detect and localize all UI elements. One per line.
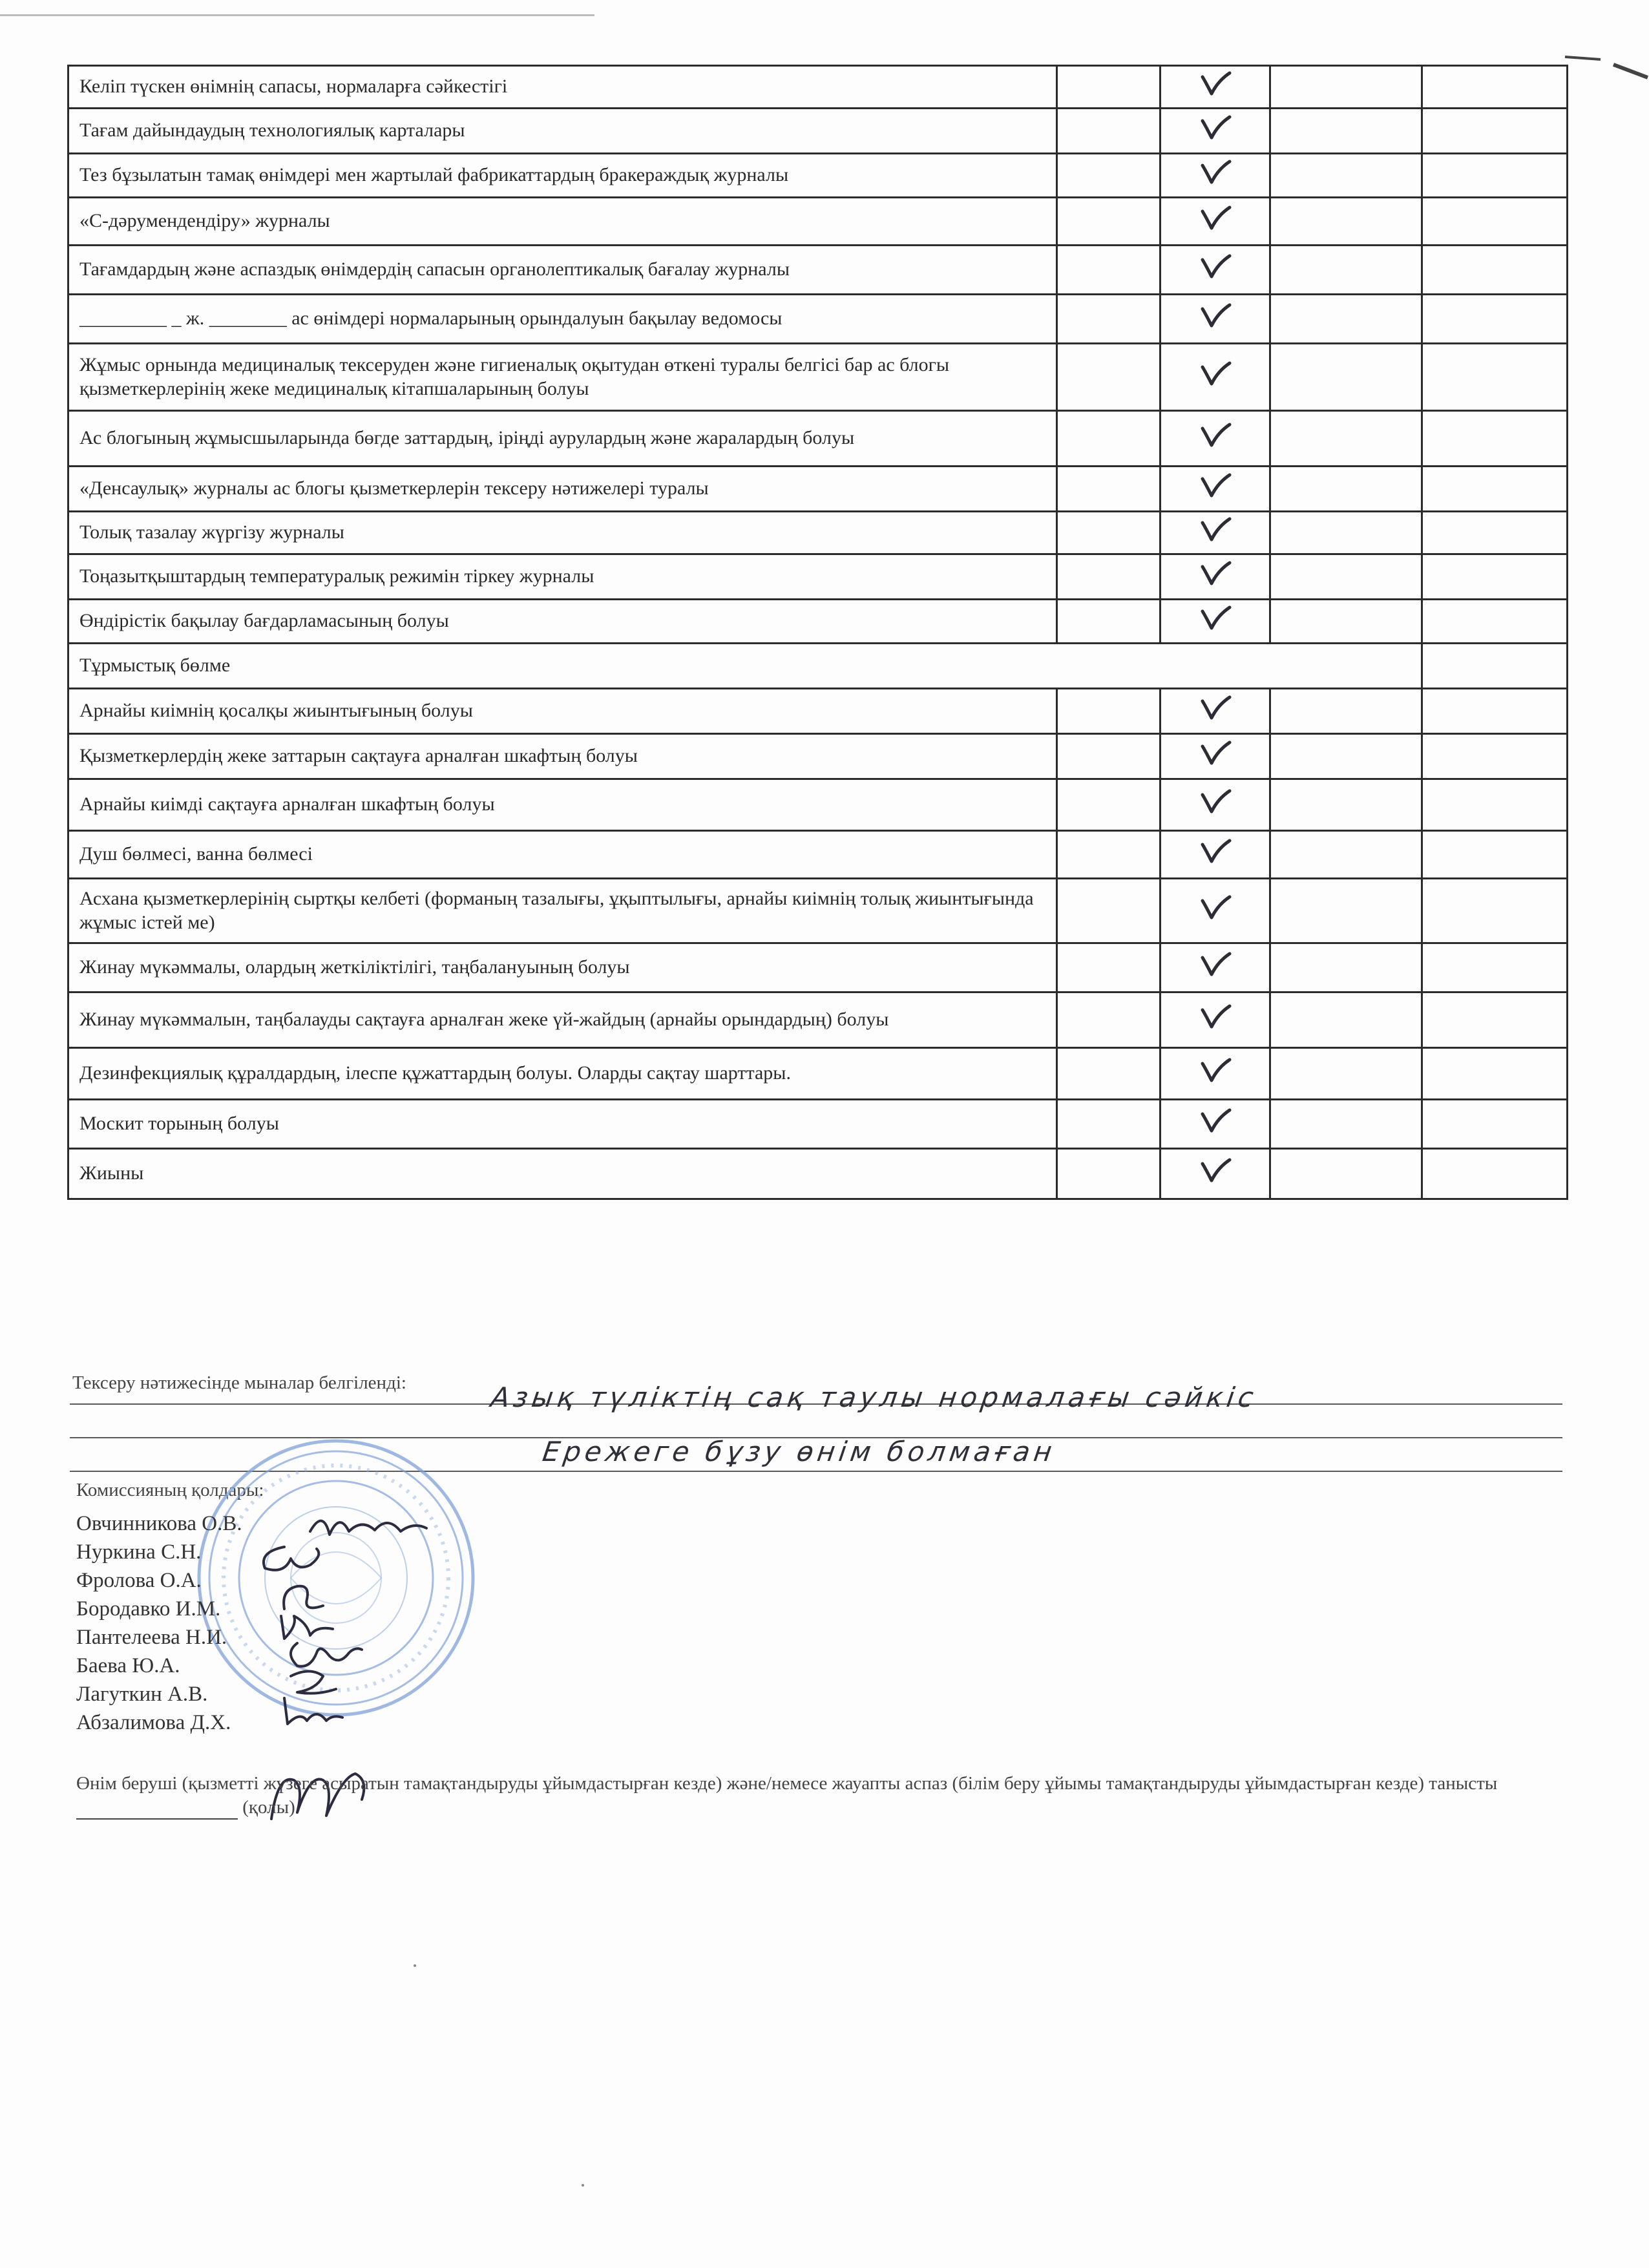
checkmark-icon bbox=[1197, 893, 1234, 923]
table-row bbox=[68, 879, 1568, 943]
check-cell bbox=[1161, 198, 1270, 246]
table-cell-empty bbox=[1422, 66, 1568, 109]
footer-text: Өнім беруші (қызметті жүзеге асыратын тамақтандыруды ұйымдастырған кезде) және/немесе жауапты аспаз (білім беру ұйымы тамақтандыруды ұйымдастырған кезде) танысты bbox=[76, 1773, 1498, 1794]
check-cell bbox=[1161, 109, 1270, 154]
checkmark-icon bbox=[1197, 604, 1234, 633]
table-cell-empty bbox=[1422, 411, 1568, 467]
checkmark-icon bbox=[1197, 471, 1234, 501]
check-cell bbox=[1161, 554, 1270, 600]
table-cell-empty bbox=[1057, 411, 1161, 467]
checklist-item-label: Келіп түскен өнімнің сапасы, нормаларға сәйкестігі bbox=[68, 66, 1057, 109]
check-cell bbox=[1161, 831, 1270, 879]
table-cell-empty bbox=[1270, 879, 1422, 943]
table-cell-empty bbox=[1057, 879, 1161, 943]
checkmark-icon bbox=[1197, 739, 1234, 768]
table-row bbox=[68, 1100, 1568, 1149]
table-cell-empty bbox=[1057, 779, 1161, 831]
checkmark-icon bbox=[1197, 837, 1234, 866]
table-cell-empty bbox=[1422, 1149, 1568, 1199]
checkmark-icon bbox=[1197, 69, 1234, 99]
results-label: Тексеру нәтижесінде мыналар белгіленді: bbox=[72, 1372, 406, 1393]
check-cell bbox=[1161, 734, 1270, 779]
table-cell-empty bbox=[1422, 943, 1568, 992]
table-cell-empty bbox=[1422, 512, 1568, 554]
check-cell bbox=[1161, 1048, 1270, 1100]
checkmark-icon bbox=[1197, 1106, 1234, 1136]
table-cell-empty bbox=[1057, 66, 1161, 109]
table-cell-empty bbox=[1270, 1149, 1422, 1199]
commission-member-name: Овчинникова О.В. bbox=[76, 1512, 242, 1535]
checklist-item-label: Арнайы киімнің қосалқы жиынтығының болуы bbox=[68, 689, 1057, 734]
commission-member-name: Фролова О.А. bbox=[76, 1569, 202, 1592]
commission-members-list bbox=[76, 1509, 242, 1737]
table-row bbox=[68, 467, 1568, 512]
table-cell-empty bbox=[1270, 1100, 1422, 1149]
checkmark-icon bbox=[1197, 1056, 1234, 1086]
checklist-item-label: Тоңазытқыштардың температуралық режимін тіркеу журналы bbox=[68, 554, 1057, 600]
table-row bbox=[68, 411, 1568, 467]
scan-speck bbox=[582, 2184, 584, 2187]
table-cell-empty bbox=[1270, 198, 1422, 246]
checkmark-icon bbox=[1197, 421, 1234, 450]
checkmark-icon bbox=[1197, 158, 1234, 187]
check-cell bbox=[1161, 295, 1270, 344]
table-cell-empty bbox=[1270, 779, 1422, 831]
checklist-item-label: Өндірістік бақылау бағдарламасының болуы bbox=[68, 600, 1057, 644]
check-cell bbox=[1161, 779, 1270, 831]
checklist-item-label: «Денсаулық» журналы ас блогы қызметкерлерін тексеру нәтижелері туралы bbox=[68, 467, 1057, 512]
table-cell-empty bbox=[1422, 344, 1568, 411]
commission-member-name: Бородавко И.М. bbox=[76, 1597, 221, 1621]
table-cell-empty bbox=[1057, 295, 1161, 344]
table-cell-empty bbox=[1422, 600, 1568, 644]
check-cell bbox=[1161, 992, 1270, 1048]
checklist-item-label: Жиыны bbox=[68, 1149, 1057, 1199]
table-cell-empty bbox=[1270, 512, 1422, 554]
table-cell-empty bbox=[1270, 344, 1422, 411]
section-row-household-room bbox=[68, 644, 1568, 689]
table-cell-empty bbox=[1422, 154, 1568, 198]
table-cell-empty bbox=[1057, 831, 1161, 879]
table-cell-empty bbox=[1270, 246, 1422, 295]
signature-7 bbox=[271, 1692, 349, 1730]
table-row bbox=[68, 831, 1568, 879]
table-cell-empty bbox=[1270, 992, 1422, 1048]
checkmark-icon bbox=[1197, 950, 1234, 980]
check-cell bbox=[1161, 66, 1270, 109]
check-cell bbox=[1161, 344, 1270, 411]
table-cell-empty bbox=[1057, 600, 1161, 644]
checklist-item-label: Тез бұзылатын тамақ өнімдері мен жартылай фабрикаттардың бракераждық журналы bbox=[68, 154, 1057, 198]
checkmark-icon bbox=[1197, 787, 1234, 817]
table-cell-empty bbox=[1057, 1100, 1161, 1149]
checklist-item-label: Тағам дайындаудың технологиялық карталары bbox=[68, 109, 1057, 154]
checklist-item-label: Жұмыс орнында медициналық тексеруден және гигиеналық оқытудан өткені туралы белгісі бар ас блогы қызметкерлерінің жеке медициналық кітапшаларының болуы bbox=[68, 344, 1057, 411]
table-cell-empty bbox=[1422, 1048, 1568, 1100]
check-cell bbox=[1161, 154, 1270, 198]
check-cell bbox=[1161, 246, 1270, 295]
table-cell-empty bbox=[1270, 943, 1422, 992]
table-cell-empty bbox=[1057, 512, 1161, 554]
table-cell-empty bbox=[1422, 992, 1568, 1048]
scan-edge-line bbox=[0, 14, 594, 16]
checkmark-icon bbox=[1197, 559, 1234, 589]
table-row bbox=[68, 154, 1568, 198]
table-cell-empty bbox=[1057, 734, 1161, 779]
table-row bbox=[68, 198, 1568, 246]
table-row bbox=[68, 554, 1568, 600]
table-row bbox=[68, 295, 1568, 344]
table-row bbox=[68, 992, 1568, 1048]
table-cell-empty bbox=[1422, 734, 1568, 779]
table-cell-empty bbox=[1270, 831, 1422, 879]
signature-blank bbox=[76, 1801, 238, 1820]
table-cell-empty bbox=[1270, 734, 1422, 779]
footer-signature-caption: (қолы) bbox=[242, 1797, 295, 1818]
table-cell-empty bbox=[1422, 295, 1568, 344]
table-cell-empty bbox=[1422, 198, 1568, 246]
handwritten-result-line-1: Азық түліктің сақ таулы нормалағы сәйкіс bbox=[488, 1381, 1259, 1413]
checklist-item-label: Толық тазалау жүргізу журналы bbox=[68, 512, 1057, 554]
checkmark-icon bbox=[1197, 515, 1234, 545]
table-row bbox=[68, 1048, 1568, 1100]
checkmark-icon bbox=[1197, 693, 1234, 723]
checklist-item-label: Тағамдардың және аспаздық өнімдердің сапасын органолептикалық бағалау журналы bbox=[68, 246, 1057, 295]
check-cell bbox=[1161, 411, 1270, 467]
table-cell-empty bbox=[1057, 198, 1161, 246]
table-row bbox=[68, 512, 1568, 554]
table-cell-empty bbox=[1422, 246, 1568, 295]
table-cell-empty bbox=[1270, 689, 1422, 734]
table-row bbox=[68, 109, 1568, 154]
table-row bbox=[68, 600, 1568, 644]
check-cell bbox=[1161, 879, 1270, 943]
inspection-checklist-table bbox=[67, 65, 1568, 1200]
checkmark-icon bbox=[1197, 252, 1234, 282]
table-cell-empty bbox=[1057, 154, 1161, 198]
check-cell bbox=[1161, 600, 1270, 644]
table-cell-empty bbox=[1057, 109, 1161, 154]
checkmark-icon bbox=[1197, 113, 1234, 143]
checklist-item-label: Москит торының болуы bbox=[68, 1100, 1057, 1149]
table-row bbox=[68, 246, 1568, 295]
section-title: Тұрмыстық бөлме bbox=[68, 644, 1422, 689]
table-cell-empty bbox=[1057, 467, 1161, 512]
checklist-item-label: Жинау мүкәммалы, олардың жеткіліктілігі, таңбалануының болуы bbox=[68, 943, 1057, 992]
checklist-item-label: Қызметкерлердің жеке заттарын сақтауға арналған шкафтың болуы bbox=[68, 734, 1057, 779]
commission-label: Комиссияның қолдары: bbox=[76, 1480, 264, 1500]
table-cell-empty bbox=[1057, 344, 1161, 411]
table-cell-empty bbox=[1057, 246, 1161, 295]
table-cell-empty bbox=[1057, 1048, 1161, 1100]
table-cell-empty bbox=[1270, 154, 1422, 198]
checklist-item-label: _________ _ ж. ________ ас өнімдері нормаларының орындалуын бақылау ведомосы bbox=[68, 295, 1057, 344]
table-row bbox=[68, 943, 1568, 992]
table-cell-empty bbox=[1422, 467, 1568, 512]
checkmark-icon bbox=[1197, 1156, 1234, 1186]
check-cell bbox=[1161, 467, 1270, 512]
table-row bbox=[68, 1149, 1568, 1199]
signature-1 bbox=[304, 1506, 433, 1544]
table-cell-empty bbox=[1057, 689, 1161, 734]
table-cell-empty bbox=[1057, 1149, 1161, 1199]
commission-member-name: Лагуткин А.В. bbox=[76, 1683, 208, 1706]
table-cell-empty bbox=[1422, 779, 1568, 831]
table-cell-empty bbox=[1422, 879, 1568, 943]
table-cell-empty bbox=[1057, 943, 1161, 992]
checklist-item-label: Жинау мүкәммалын, таңбалауды сақтауға арналған жеке үй-жайдың (арнайы орындардың) болуы bbox=[68, 992, 1057, 1048]
check-cell bbox=[1161, 1100, 1270, 1149]
check-cell bbox=[1161, 689, 1270, 734]
check-cell bbox=[1161, 512, 1270, 554]
checklist-item-label: Ас блогының жұмысшыларында бөгде заттардың, іріңді аурулардың және жаралардың болуы bbox=[68, 411, 1057, 467]
table-cell-empty bbox=[1057, 554, 1161, 600]
check-cell bbox=[1161, 1149, 1270, 1199]
table-cell-empty bbox=[1270, 467, 1422, 512]
scan-speck bbox=[414, 1964, 416, 1967]
signature-2 bbox=[246, 1539, 336, 1578]
table-cell-empty bbox=[1422, 1100, 1568, 1149]
handwritten-result-line-2: Ережеге бұзу өнім болмаған bbox=[540, 1436, 1058, 1467]
checklist-item-label: Арнайы киімді сақтауға арналған шкафтың болуы bbox=[68, 779, 1057, 831]
checkmark-icon bbox=[1197, 1002, 1234, 1032]
checklist-item-label: Душ бөлмесі, ванна бөлмесі bbox=[68, 831, 1057, 879]
table-cell-empty bbox=[1270, 600, 1422, 644]
commission-member-name: Нуркина С.Н. bbox=[76, 1540, 202, 1564]
table-cell-empty bbox=[1422, 689, 1568, 734]
checklist-item-label: «С-дәрумендендіру» журналы bbox=[68, 198, 1057, 246]
table-row bbox=[68, 689, 1568, 734]
checkmark-icon bbox=[1197, 204, 1234, 233]
checklist-item-label: Дезинфекциялық құралдардың, ілеспе құжаттардың болуы. Оларды сақтау шарттары. bbox=[68, 1048, 1057, 1100]
checkmark-icon bbox=[1197, 301, 1234, 331]
table-cell-empty bbox=[1270, 554, 1422, 600]
table-cell-empty bbox=[1270, 1048, 1422, 1100]
table-cell-empty bbox=[1422, 554, 1568, 600]
commission-member-name: Баева Ю.А. bbox=[76, 1654, 180, 1677]
check-cell bbox=[1161, 943, 1270, 992]
checkmark-icon bbox=[1197, 359, 1234, 389]
checklist-item-label: Асхана қызметкерлерінің сыртқы келбеті (форманың тазалығы, ұқыптылығы, арнайы киімнің толық жиынтығында жұмыс істей ме) bbox=[68, 879, 1057, 943]
table-cell-empty bbox=[1270, 411, 1422, 467]
table-cell-empty bbox=[1422, 644, 1568, 689]
table-cell-empty bbox=[1270, 109, 1422, 154]
table-cell-empty bbox=[1057, 992, 1161, 1048]
table-cell-empty bbox=[1270, 295, 1422, 344]
table-row bbox=[68, 779, 1568, 831]
commission-member-name: Абзалимова Д.Х. bbox=[76, 1711, 231, 1734]
table-row bbox=[68, 66, 1568, 109]
table-cell-empty bbox=[1270, 66, 1422, 109]
table-cell-empty bbox=[1422, 831, 1568, 879]
table-row bbox=[68, 344, 1568, 411]
table-row bbox=[68, 734, 1568, 779]
table-cell-empty bbox=[1422, 109, 1568, 154]
commission-member-name: Пантелеева Н.И. bbox=[76, 1626, 227, 1649]
supplier-acknowledgement bbox=[76, 1772, 1562, 1820]
